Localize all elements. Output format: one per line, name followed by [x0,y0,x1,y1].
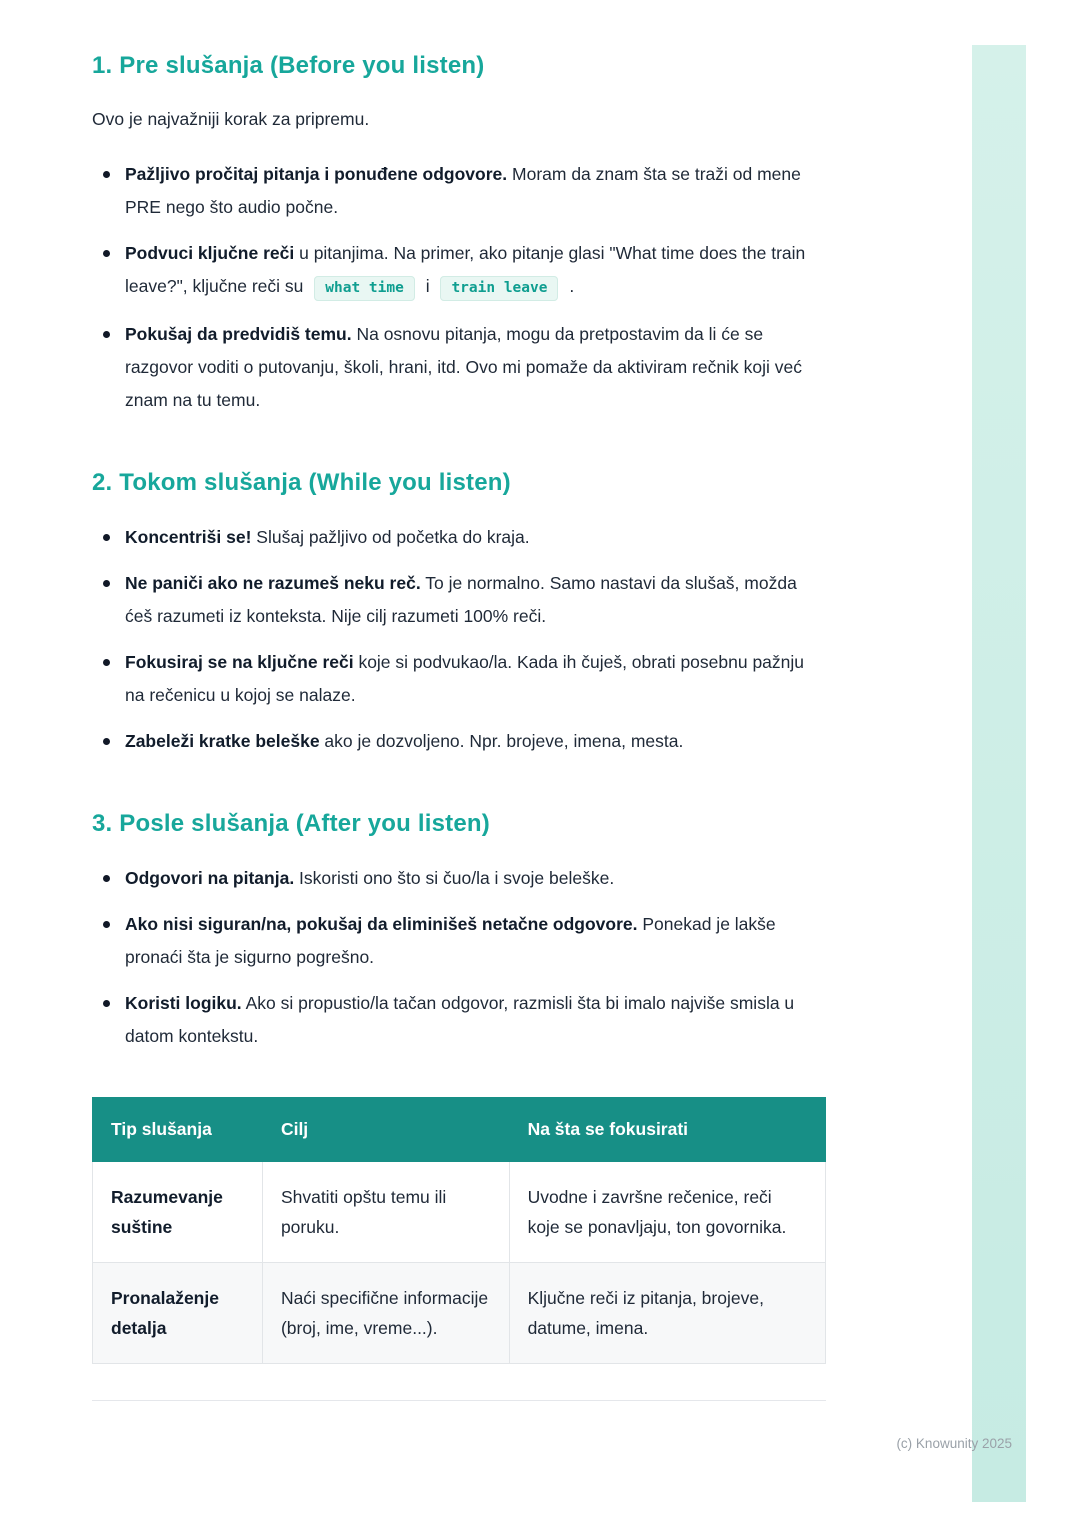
bullet-item: Ako nisi siguran/na, pokušaj da eliminišeš netačne odgovore. Ponekad je lakše pronaći šta je sigurno pogrešno. [92,908,826,974]
bullet-lead-bold: Fokusiraj se na ključne reči [125,652,354,672]
copyright-note: (c) Knowunity 2025 [896,1436,1012,1451]
bottom-divider [92,1400,826,1401]
bullet-item: Odgovori na pitanja. Iskoristi ono što si čuo/la i svoje beleške. [92,862,826,895]
bullet-list [92,521,826,758]
inline-code-chip: what time [314,276,415,301]
section-heading: 3. Posle slušanja (After you listen) [92,810,490,837]
bullet-lead-bold: Ne paniči ako ne razumeš neku reč. [125,573,421,593]
row-label-cell: Razumevanje suštine [93,1162,263,1263]
table-cell: Uvodne i završne rečenice, reči koje se ponavljaju, ton govornika. [509,1162,825,1263]
bullet-lead-bold: Odgovori na pitanja. [125,868,295,888]
table-cell: Naći specifične informacije (broj, ime, vreme...). [262,1263,509,1364]
bullet-item: Pokušaj da predvidiš temu. Na osnovu pitanja, mogu da pretpostavim da li će se razgovor voditi o putovanju, školi, hrani, itd. Ovo mi pomaže da aktiviram rečnik koji već znam na tu temu. [92,318,826,417]
bullet-lead-bold: Pokušaj da predvidiš temu. [125,324,352,344]
table-row [93,1263,826,1364]
bullet-item: Koncentriši se! Slušaj pažljivo od početka do kraja. [92,521,826,554]
bullet-lead-bold: Podvuci ključne reči [125,243,295,263]
table-header-row [93,1098,826,1162]
bullet-item: Fokusiraj se na ključne reči koje si podvukao/la. Kada ih čuješ, obrati posebnu pažnju na rečenicu u kojoj se nalaze. [92,646,826,712]
table-body [93,1162,826,1364]
table-cell: Ključne reči iz pitanja, brojeve, datume, imena. [509,1263,825,1364]
section-heading: 2. Tokom slušanja (While you listen) [92,469,511,496]
bullet-lead-bold: Ako nisi siguran/na, pokušaj da eliminišeš netačne odgovore. [125,914,638,934]
bullet-item: Ne paniči ako ne razumeš neku reč. To je normalno. Samo nastavi da slušaš, možda ćeš razumeti iz konteksta. Nije cilj razumeti 100% reči. [92,567,826,633]
bullet-list [92,862,826,1053]
section-heading: 1. Pre slušanja (Before you listen) [92,52,485,79]
table-row [93,1162,826,1263]
bullet-lead-bold: Koncentriši se! [125,527,252,547]
table-cell: Shvatiti opštu temu ili poruku. [262,1162,509,1263]
bullet-item: Pažljivo pročitaj pitanja i ponuđene odgovore. Moram da znam šta se traži od mene PRE nego što audio počne. [92,158,826,224]
table-header-cell: Tip slušanja [93,1098,263,1162]
bullet-item: Koristi logiku. Ako si propustio/la tačan odgovor, razmisli šta bi imalo najviše smisla u datom kontekstu. [92,987,826,1053]
side-accent-stripe [972,45,1026,1502]
bullet-lead-bold: Koristi logiku. [125,993,242,1013]
section-intro: Ovo je najvažniji korak za pripremu. [92,109,370,129]
table-header-cell: Cilj [262,1098,509,1162]
bullet-lead-bold: Pažljivo pročitaj pitanja i ponuđene odgovore. [125,164,508,184]
inline-code-chip: train leave [440,276,558,301]
bullet-item: Zabeleži kratke beleške ako je dozvoljeno. Npr. brojeve, imena, mesta. [92,725,826,758]
listening-types-table [92,1097,826,1364]
table-head [93,1098,826,1162]
bullet-list [92,158,826,417]
bullet-item: Podvuci ključne reči u pitanjima. Na primer, ako pitanje glasi "What time does the train leave?", ključne reči su what time i train leave . [92,237,826,305]
bullet-lead-bold: Zabeleži kratke beleške [125,731,320,751]
table-header-cell: Na šta se fokusirati [509,1098,825,1162]
document-content [92,0,826,1401]
row-label-cell: Pronalaženje detalja [93,1263,263,1364]
sections [92,52,826,1053]
